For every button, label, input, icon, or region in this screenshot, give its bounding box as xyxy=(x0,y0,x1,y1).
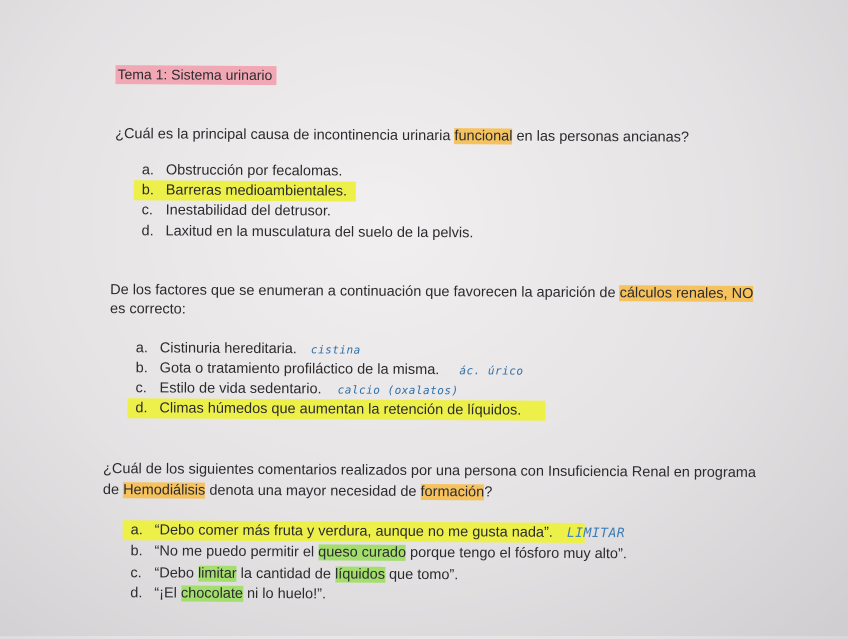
question-2-line-2 xyxy=(110,301,186,317)
question-3-text: de xyxy=(102,482,124,499)
option-highlight: queso curado xyxy=(318,544,407,561)
question-3-highlight-formacion: formación xyxy=(420,483,485,501)
q3-option-c xyxy=(130,565,458,583)
option-text: Barreras medioambientales. xyxy=(165,182,348,200)
option-text: Climas húmedos que aumentan la retención de líquidos. xyxy=(159,400,522,419)
handwritten-note: calcio (oxalatos) xyxy=(337,383,459,398)
question-3-text: ¿Cuál de los siguientes comentarios realizados por una persona con Insuficiencia Renal en programa xyxy=(103,461,756,482)
option-letter: b. xyxy=(135,360,148,377)
question-3-line-1 xyxy=(103,461,756,481)
option-letter: b. xyxy=(141,182,154,199)
option-text: “¡El xyxy=(154,585,181,602)
question-2-text: De los factores que se enumeran a continuación que favorecen la aparición de xyxy=(110,282,620,302)
question-3-line-2 xyxy=(103,482,492,500)
q2-option-b xyxy=(136,360,524,378)
option-highlight: líquidos xyxy=(334,566,386,583)
q3-option-b xyxy=(131,543,627,562)
question-1-text: ¿Cuál es la principal causa de incontinencia urinaria xyxy=(115,126,455,145)
question-3-text: denota una mayor necesidad de xyxy=(205,482,421,500)
question-2-highlight: cálculos renales, NO xyxy=(619,285,754,303)
option-text: ni lo huelo!”. xyxy=(242,585,327,603)
option-letter: c. xyxy=(130,565,142,582)
option-text: “No me puedo permitir el xyxy=(154,543,319,561)
option-letter: c. xyxy=(141,202,153,219)
option-text: que tomo”. xyxy=(384,566,459,584)
option-text: Obstrucción por fecalomas. xyxy=(165,162,343,180)
option-text: la cantidad de xyxy=(236,565,336,583)
q2-option-d xyxy=(135,400,521,418)
option-text: Gota o tratamiento profiláctico de la misma. xyxy=(159,360,440,379)
q2-option-a xyxy=(136,340,361,357)
option-highlight: limitar xyxy=(197,565,237,582)
option-letter: a. xyxy=(130,522,143,539)
q2-option-c xyxy=(136,380,459,398)
option-letter: a. xyxy=(135,340,148,357)
title-highlight: Tema 1: Sistema urinario xyxy=(115,65,276,85)
question-3-text-end: ? xyxy=(484,484,493,501)
question-1-highlight: funcional xyxy=(454,128,513,145)
option-letter: b. xyxy=(130,543,143,560)
q1-option-a xyxy=(142,162,343,179)
option-text: “Debo comer más fruta y verdura, aunque no me gusta nada”. xyxy=(154,522,553,541)
option-text: porque tengo el fósforo muy alto”. xyxy=(405,544,627,563)
handwritten-note: LIMITAR xyxy=(566,525,626,542)
question-2-text-end: es correcto: xyxy=(109,301,186,318)
option-letter: d. xyxy=(130,585,143,602)
option-text: Laxitud en la musculatura del suelo de la pelvis. xyxy=(165,223,474,242)
option-letter: d. xyxy=(135,400,148,417)
option-highlight: chocolate xyxy=(180,585,244,602)
q1-option-b xyxy=(142,182,347,199)
question-1-text-end: en las personas ancianas? xyxy=(512,128,690,146)
q3-option-d xyxy=(130,585,326,602)
option-letter: d. xyxy=(141,223,154,240)
option-text: Estilo de vida sedentario. xyxy=(159,380,322,398)
q1-option-c xyxy=(142,202,331,219)
q3-option-a xyxy=(131,522,626,541)
q1-option-d xyxy=(141,223,473,241)
option-text: “Debo xyxy=(154,565,199,582)
question-3-highlight-hemodialisis: Hemodiálisis xyxy=(123,482,206,499)
question-2-line-1 xyxy=(110,282,753,302)
option-text: Cistinuria hereditaria. xyxy=(159,340,297,358)
handwritten-note: ác. úrico xyxy=(459,364,524,378)
option-text: Inestabilidad del detrusor. xyxy=(165,202,331,220)
handwritten-note: cistina xyxy=(310,343,361,357)
option-letter: a. xyxy=(141,162,155,179)
page-title xyxy=(115,66,276,83)
option-letter: c. xyxy=(135,380,147,397)
question-1 xyxy=(115,126,689,146)
